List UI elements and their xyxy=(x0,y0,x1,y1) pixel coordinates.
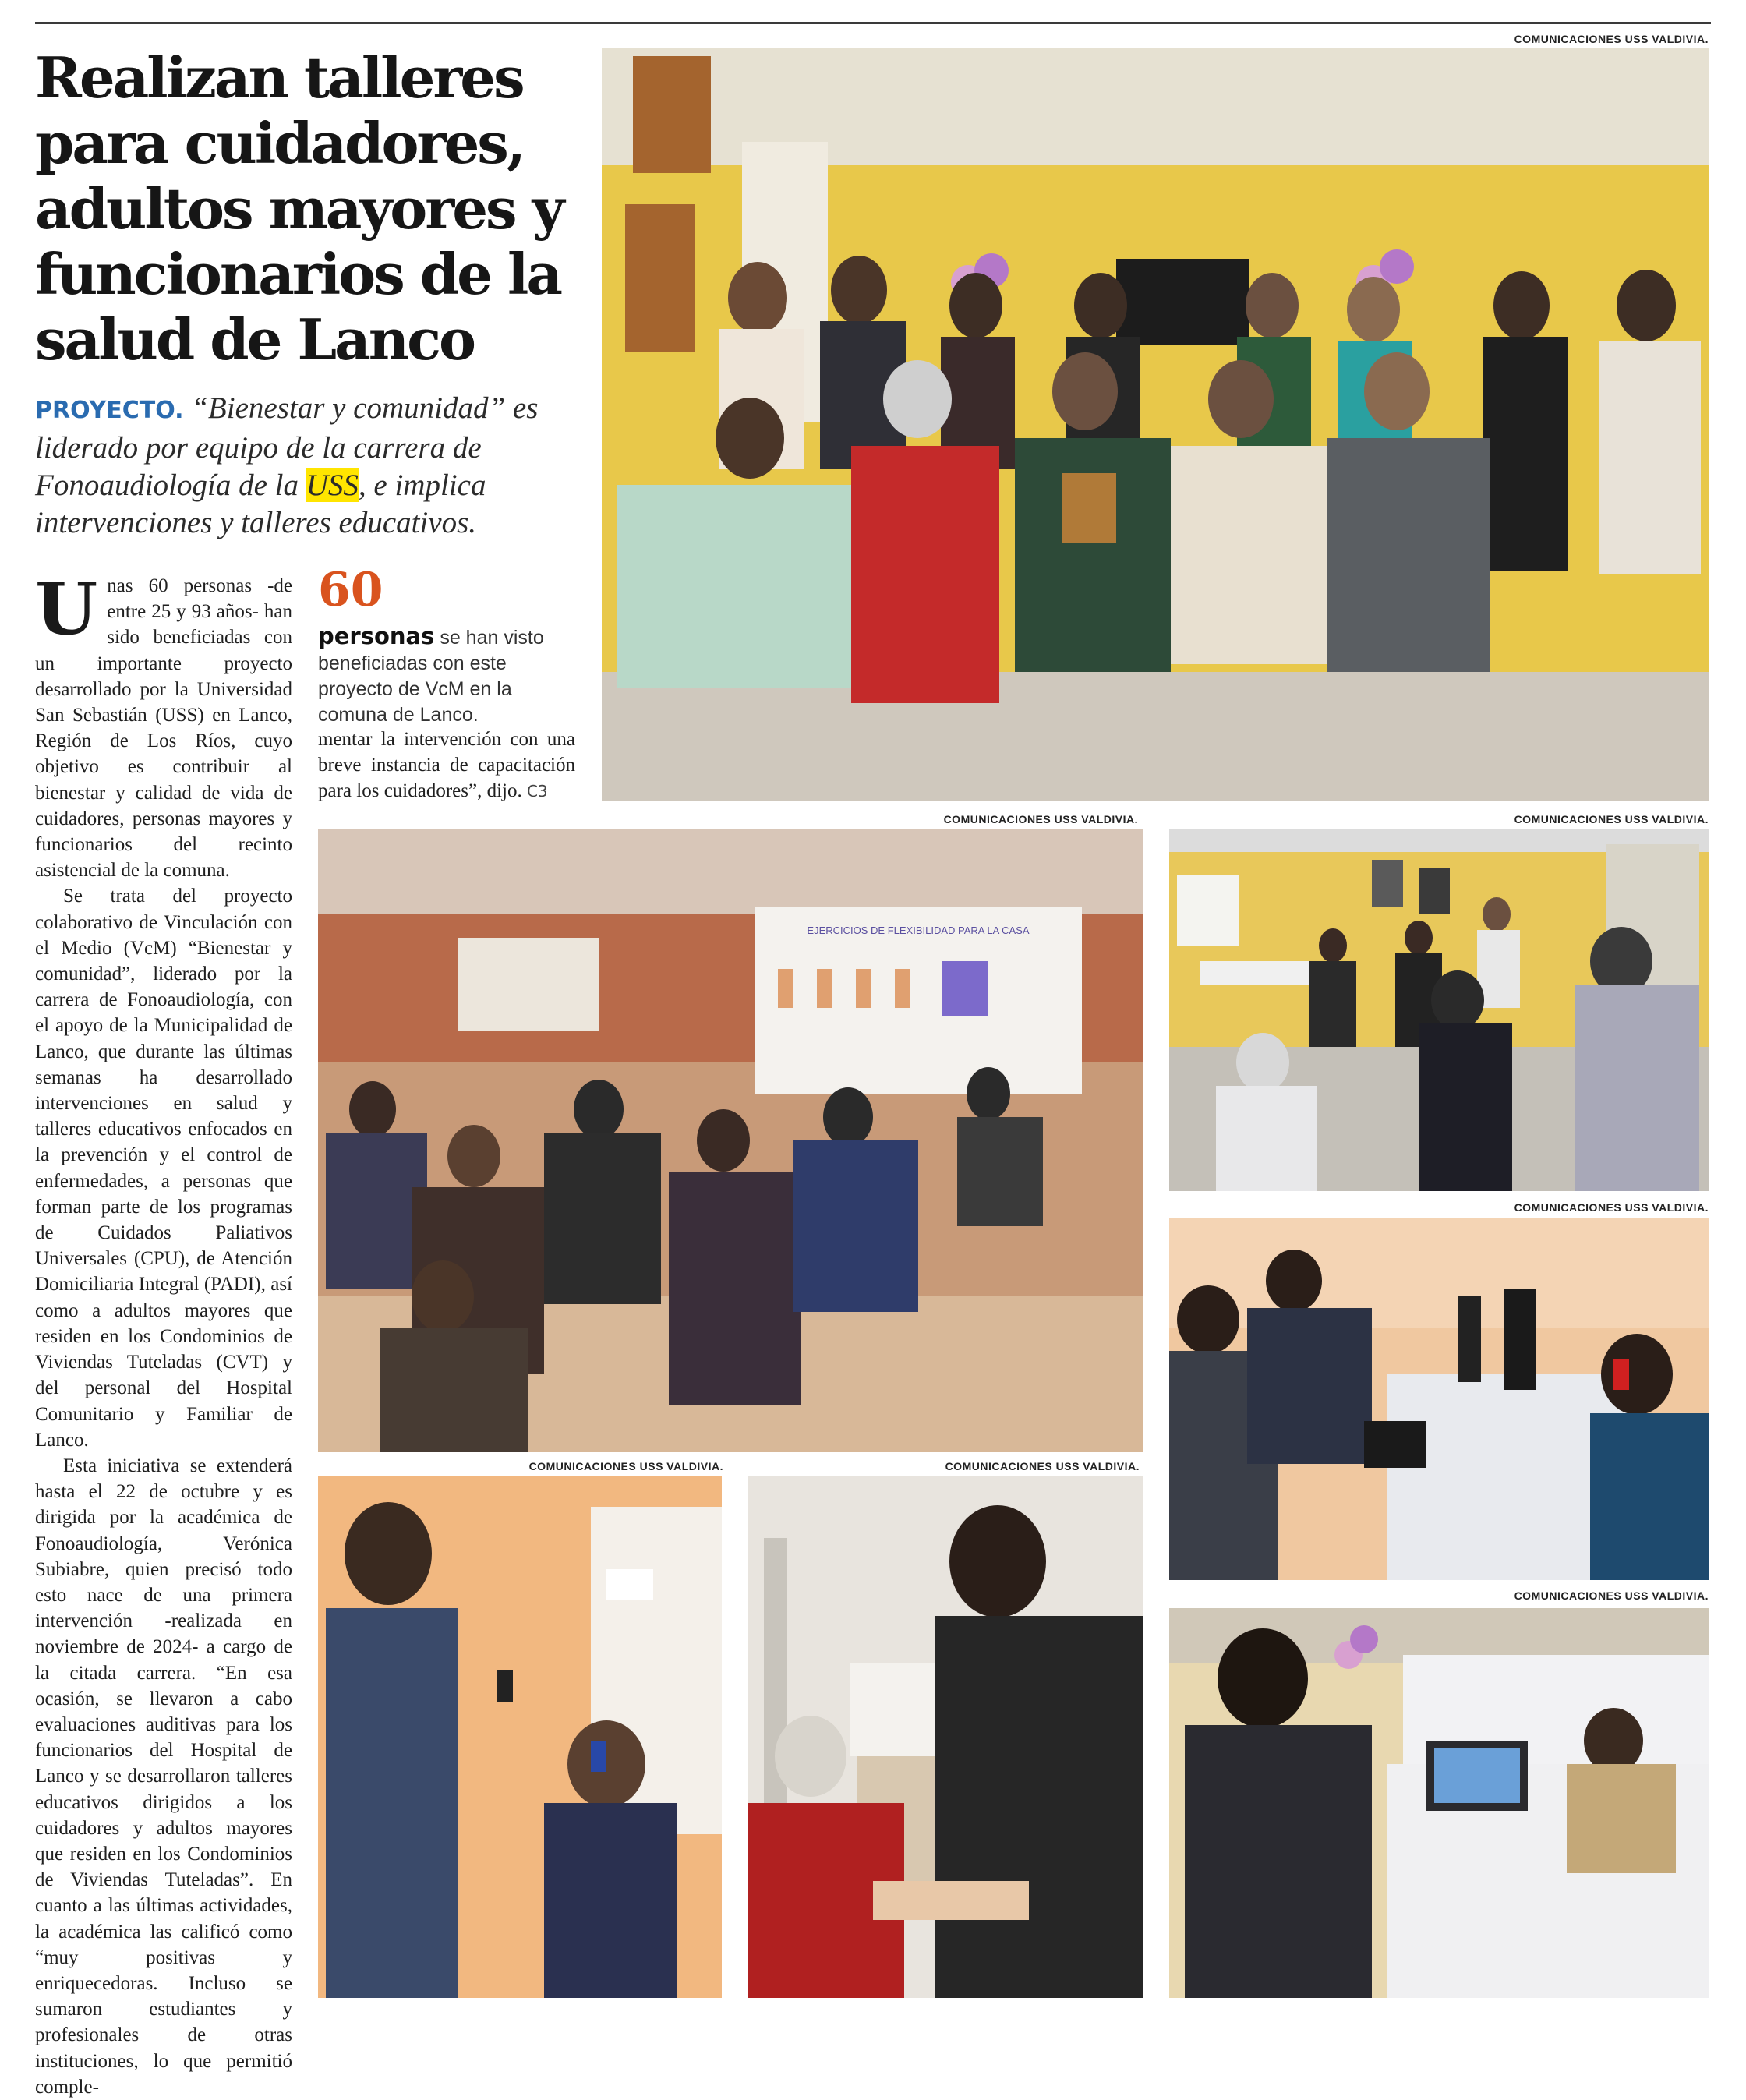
body-paragraph-3: Esta iniciativa se extenderá hasta el 22 de octubre y es dirigida por la académica de Fonoaudiología, Verónica Subiabre, quien precisó todo esto nace de una primera intervención -realizada en noviembre de 2024- a cargo de la citada carrera. “En esa ocasión, se llevaron a cabo evaluaciones auditivas para los funcionarios del Hospital de Lanco y se desarrollaron talleres educativos dirigidos a los cuidadores y adultos mayores que residen en los Condominios de Viviendas Tuteladas”. En cuanto a las últimas actividades, la académica las calificó como “muy positivas y enriquecedoras. Incluso se sumaron estudiantes y profesionales de otras instituciones, lo que permitió comple- xyxy=(35,1455,292,2098)
body-column xyxy=(35,567,292,2100)
lead-kicker: PROYECTO. xyxy=(35,397,184,424)
photo-credit-1: COMUNICACIONES USS VALDIVIA. xyxy=(1514,33,1709,45)
stat-number: 60 xyxy=(318,563,383,617)
laptop-evaluation-photo xyxy=(1169,1608,1709,1998)
hearing-test-computers-photo xyxy=(1169,1218,1709,1580)
lead-paragraph xyxy=(35,390,550,542)
group-photo xyxy=(602,48,1709,801)
activity-room-photo xyxy=(1169,829,1709,1191)
top-rule xyxy=(35,22,1711,24)
photo-credit-3: COMUNICACIONES USS VALDIVIA. xyxy=(1514,813,1709,826)
workshop-room-photo xyxy=(318,829,1143,1452)
presentation-screen-title: EJERCICIOS DE FLEXIBILIDAD PARA LA CASA xyxy=(807,924,1030,936)
body-continuation: mentar la intervención con una breve instancia de capacitación para los cuidadores”, dijo. C3 xyxy=(318,729,575,802)
lead-text-before: “Bienestar y comunidad” es liderado por equipo de la carrera de Fonoaudiología de la xyxy=(35,391,539,502)
stat-text: se han visto beneficiadas con este proyecto de VcM en la comuna de Lanco. xyxy=(318,627,544,726)
headline: Realizan talleres para cuidadores, adultos mayores y funcionarios de la salud de Lanco xyxy=(35,44,563,373)
drop-cap: U xyxy=(35,567,98,651)
stat-description xyxy=(318,624,575,728)
photo-credit-5: COMUNICACIONES USS VALDIVIA. xyxy=(528,1460,723,1472)
lead-highlight: USS xyxy=(306,468,359,502)
audiometry-photo xyxy=(318,1476,722,1998)
photo-credit-7: COMUNICACIONES USS VALDIVIA. xyxy=(1514,1589,1709,1602)
stat-label: personas xyxy=(318,623,435,649)
body-paragraph-2: Se trata del proyecto colaborativo de Vinculación con el Medio (VcM) “Bienestar y comunidad”, liderado por la carrera de Fonoaudiología, con el apoyo de la Municipalidad de Lanco, que durante las últimas semanas ha desarrollado intervenciones en salud y talleres educativos enfocados en la prevención y el control de enfermedades, a personas que forman parte de los programas de Cuidados Paliativos Universales (CPU), de Atención Domiciliaria Integral (PADI), así como a adultos mayores que residen en los Condominios de Viviendas Tuteladas (CVT) y del personal del Hospital Comunitario y Familiar de Lanco. xyxy=(35,886,292,1451)
blood-pressure-photo xyxy=(748,1476,1143,1998)
body-paragraph-1: Unas 60 personas -de entre 25 y 93 años- han sido beneficiadas con un importante proyecto desarrollado por la Universidad San Sebastián (USS) en Lanco, Región de Los Ríos, cuyo objetivo es contribuir al bienestar y calidad de vida de cuidadores, personas mayores y funcionarios del recinto asistencial de la comuna. xyxy=(35,567,292,882)
photo-credit-2: COMUNICACIONES USS VALDIVIA. xyxy=(943,813,1138,826)
lead-text-after: , e implica intervenciones y talleres educativos. xyxy=(35,468,486,539)
photo-credit-6: COMUNICACIONES USS VALDIVIA. xyxy=(945,1460,1140,1472)
photo-credit-4: COMUNICACIONES USS VALDIVIA. xyxy=(1514,1201,1709,1214)
end-mark: C3 xyxy=(526,782,548,801)
